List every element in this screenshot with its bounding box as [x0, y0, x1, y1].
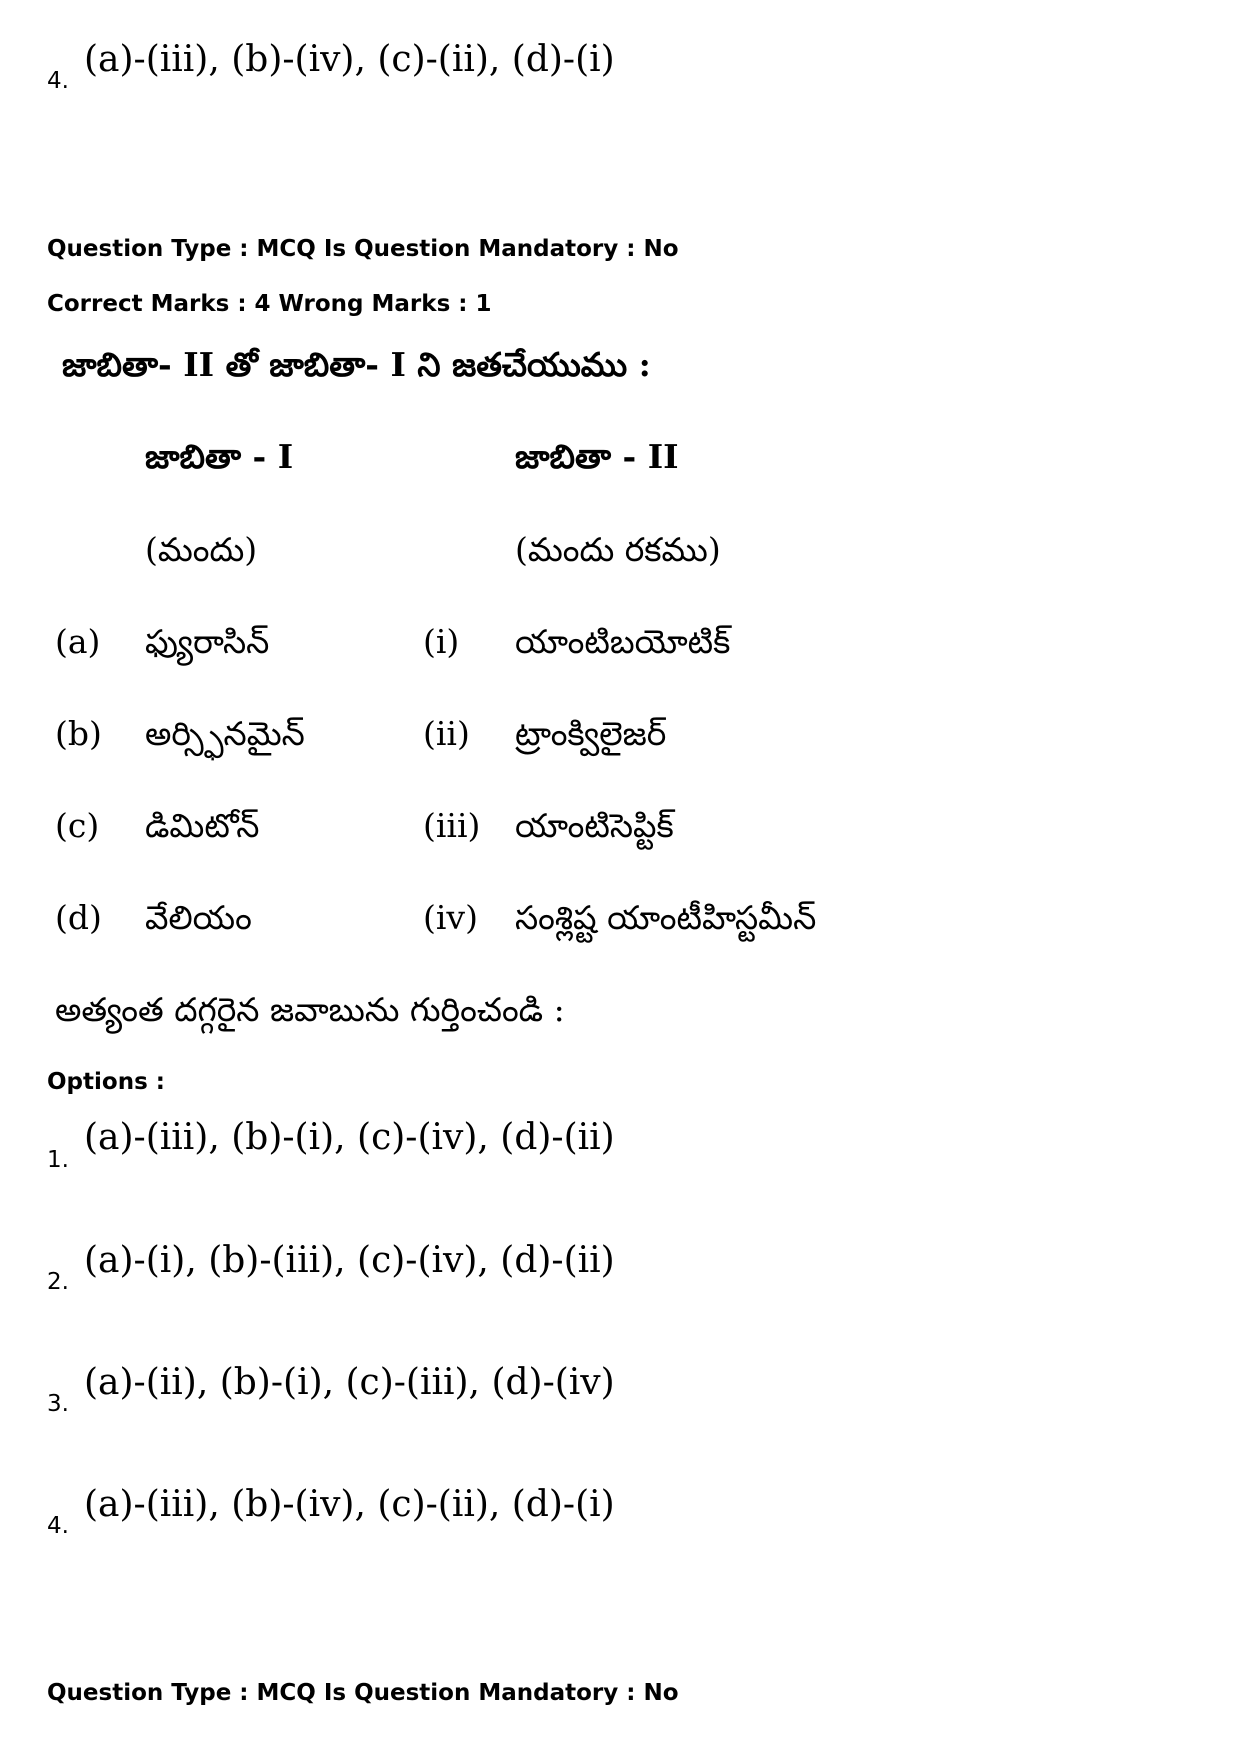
option-text: (a)-(iii), (b)-(i), (c)-(iv), (d)-(ii)	[84, 1117, 615, 1158]
question-type-line: Question Type : MCQ Is Question Mandatory : No	[47, 236, 679, 262]
list2-header: జాబితా - II	[515, 437, 679, 476]
next-question-type-line: Question Type : MCQ Is Question Mandatory : No	[47, 1680, 679, 1706]
row-a-drug: ఫ్యురాసిన్	[145, 622, 270, 661]
row-d-drug: వేలియం	[145, 898, 252, 937]
options-label: Options :	[47, 1069, 165, 1095]
list1-subheader: (మందు)	[145, 530, 258, 569]
option-number: 1.	[47, 1147, 69, 1173]
list2-subheader: (మందు రకము)	[515, 530, 721, 569]
option-text: (a)-(iii), (b)-(iv), (c)-(ii), (d)-(i)	[84, 1484, 615, 1525]
row-c-drug: డిమిటోన్	[145, 806, 260, 845]
option-text: (a)-(ii), (b)-(i), (c)-(iii), (d)-(iv)	[84, 1362, 615, 1403]
answer-prompt: అత్యంత దగ్గరైన జవాబును గుర్తించండి :	[55, 990, 565, 1029]
row-iii-key: (iii)	[423, 806, 481, 845]
option-number: 4.	[47, 1513, 69, 1539]
row-i-type: యాంటిబయోటిక్	[515, 622, 731, 661]
row-a-key: (a)	[55, 622, 101, 661]
option-number: 2.	[47, 1269, 69, 1295]
option-number: 3.	[47, 1391, 69, 1417]
list1-header: జాబితా - I	[145, 437, 294, 476]
row-iii-type: యాంటిసెప్టిక్	[515, 806, 674, 845]
row-b-key: (b)	[55, 714, 102, 753]
option-text: (a)-(iii), (b)-(iv), (c)-(ii), (d)-(i)	[84, 39, 615, 80]
row-ii-key: (ii)	[423, 714, 470, 753]
row-iv-type: సంశ్లిష్ట యాంటీహిస్టమీన్	[515, 898, 817, 937]
row-d-key: (d)	[55, 898, 102, 937]
marks-line: Correct Marks : 4 Wrong Marks : 1	[47, 291, 492, 317]
row-b-drug: అర్స్ఫినమైన్	[145, 714, 305, 753]
match-instruction: జాబితా- II తో జాబితా- I ని జతచేయుము :	[62, 345, 651, 384]
row-iv-key: (iv)	[423, 898, 478, 937]
option-text: (a)-(i), (b)-(iii), (c)-(iv), (d)-(ii)	[84, 1240, 615, 1281]
row-c-key: (c)	[55, 806, 100, 845]
option-number: 4.	[47, 68, 69, 94]
row-ii-type: ట్రాంక్విలైజర్	[515, 714, 667, 753]
row-i-key: (i)	[423, 622, 460, 661]
